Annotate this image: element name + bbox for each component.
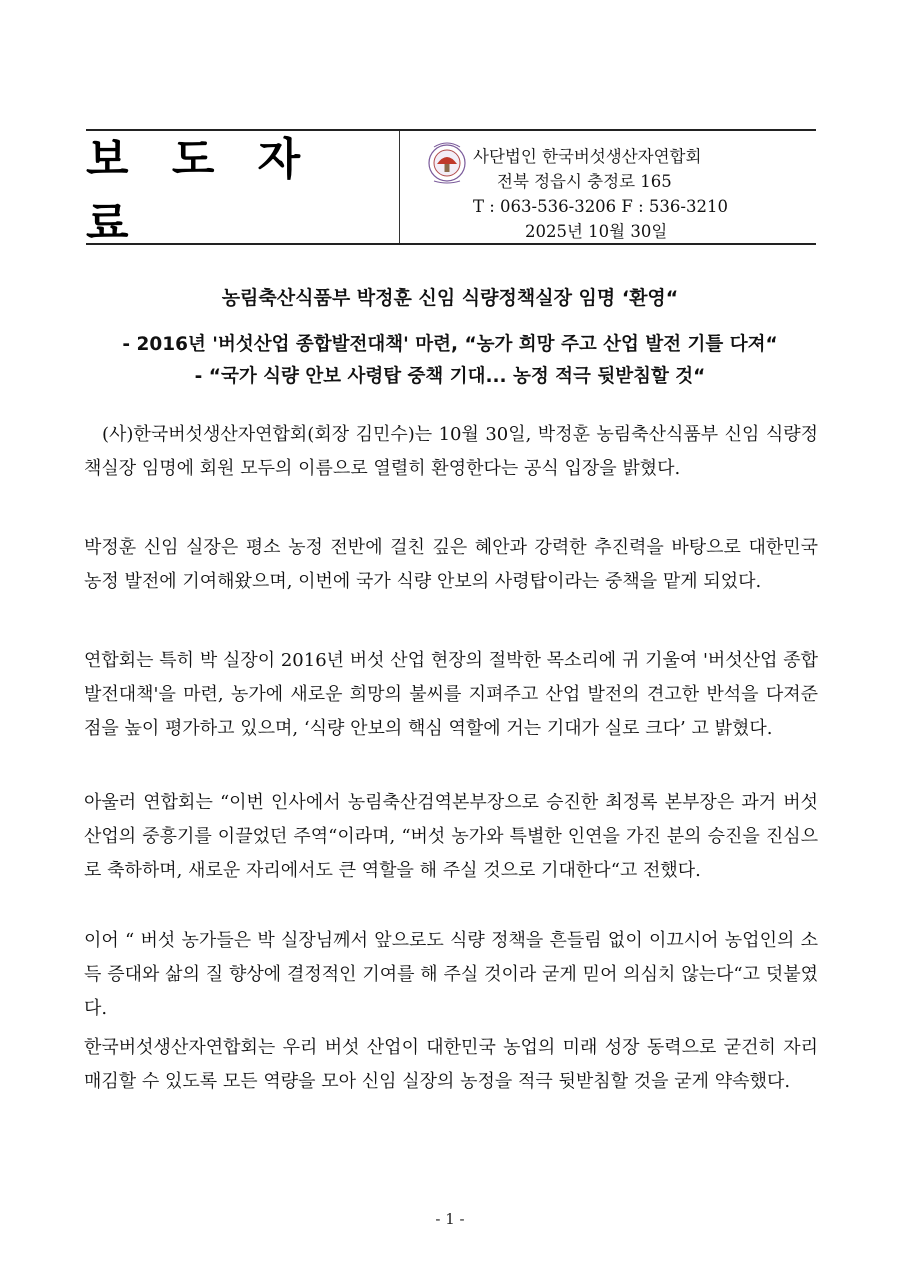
body-paragraph-2: 박정훈 신임 실장은 평소 농정 전반에 걸친 깊은 혜안과 강력한 추진력을 바탕으로 대한민국 농정 발전에 기여해왔으며, 이번에 국가 식량 안보의 사령탑이라는 중책을 맡게 되었다.: [84, 537, 818, 592]
organization-contact: T : 063-536-3206 F : 536-3210: [473, 197, 728, 216]
mushroom-association-logo-icon: [422, 137, 472, 185]
press-release-title: 보 도 자 료: [86, 134, 315, 249]
sub-headline-2: - “국가 식량 안보 사령탑 중책 기대... 농정 적극 뒷받침할 것“: [194, 366, 706, 387]
body-paragraph-4: 아울러 연합회는 “이번 인사에서 농림축산검역본부장으로 승진한 최정록 본부장은 과거 버섯산업의 중흥기를 이끌었던 주역“이라며, “버섯 농가와 특별한 인연을 가진 분의 승진을 진심으로 축하하며, 새로운 자리에서도 큰 역할을 해 주실 것으로 기대한다“고 전했다.: [84, 792, 818, 881]
header-divider: [399, 131, 400, 243]
body-paragraph-5: 이어 “ 버섯 농가들은 박 실장님께서 앞으로도 식량 정책을 흔들림 없이 이끄시어 농업인의 소득 증대와 삶의 질 향상에 결정적인 기여를 해 주실 것이라 굳게 믿어 의심치 않는다“고 덧붙였다.: [84, 930, 818, 1019]
sub-headline-1: - 2016년 '버섯산업 종합발전대책' 마련, “농가 희망 주고 산업 발전 기틀 다져“: [122, 334, 778, 355]
body-paragraph-6: 한국버섯생산자연합회는 우리 버섯 산업이 대한민국 농업의 미래 성장 동력으로 굳건히 자리매김할 수 있도록 모든 역량을 모아 신임 실장의 농정을 적극 뒷받침할 것을 굳게 약속했다.: [84, 1037, 818, 1092]
body-paragraph-3: 연합회는 특히 박 실장이 2016년 버섯 산업 현장의 절박한 목소리에 귀 기울여 '버섯산업 종합발전대책'을 마련, 농가에 새로운 희망의 불씨를 지펴주고 산업 발전의 견고한 반석을 다져준 점을 높이 평가하고 있으며, ‘식량 안보의 핵심 역할에 거는 기대가 실로 크다’ 고 밝혔다.: [84, 650, 818, 739]
organization-name: 사단법인 한국버섯생산자연합회: [473, 147, 702, 166]
body-paragraph-1: (사)한국버섯생산자연합회(회장 김민수)는 10월 30일, 박정훈 농림축산식품부 신임 식량정책실장 임명에 회원 모두의 이름으로 열렬히 환영한다는 공식 입장을 밝혔다.: [84, 424, 818, 479]
main-headline: 농림축산식품부 박정훈 신임 식량정책실장 임명 ‘환영“: [221, 287, 679, 309]
press-release-header: [86, 129, 816, 249]
page-number: - 1 -: [435, 1210, 465, 1228]
organization-address: 전북 정읍시 충정로 165: [497, 172, 672, 191]
release-date: 2025년 10월 30일: [525, 222, 668, 241]
